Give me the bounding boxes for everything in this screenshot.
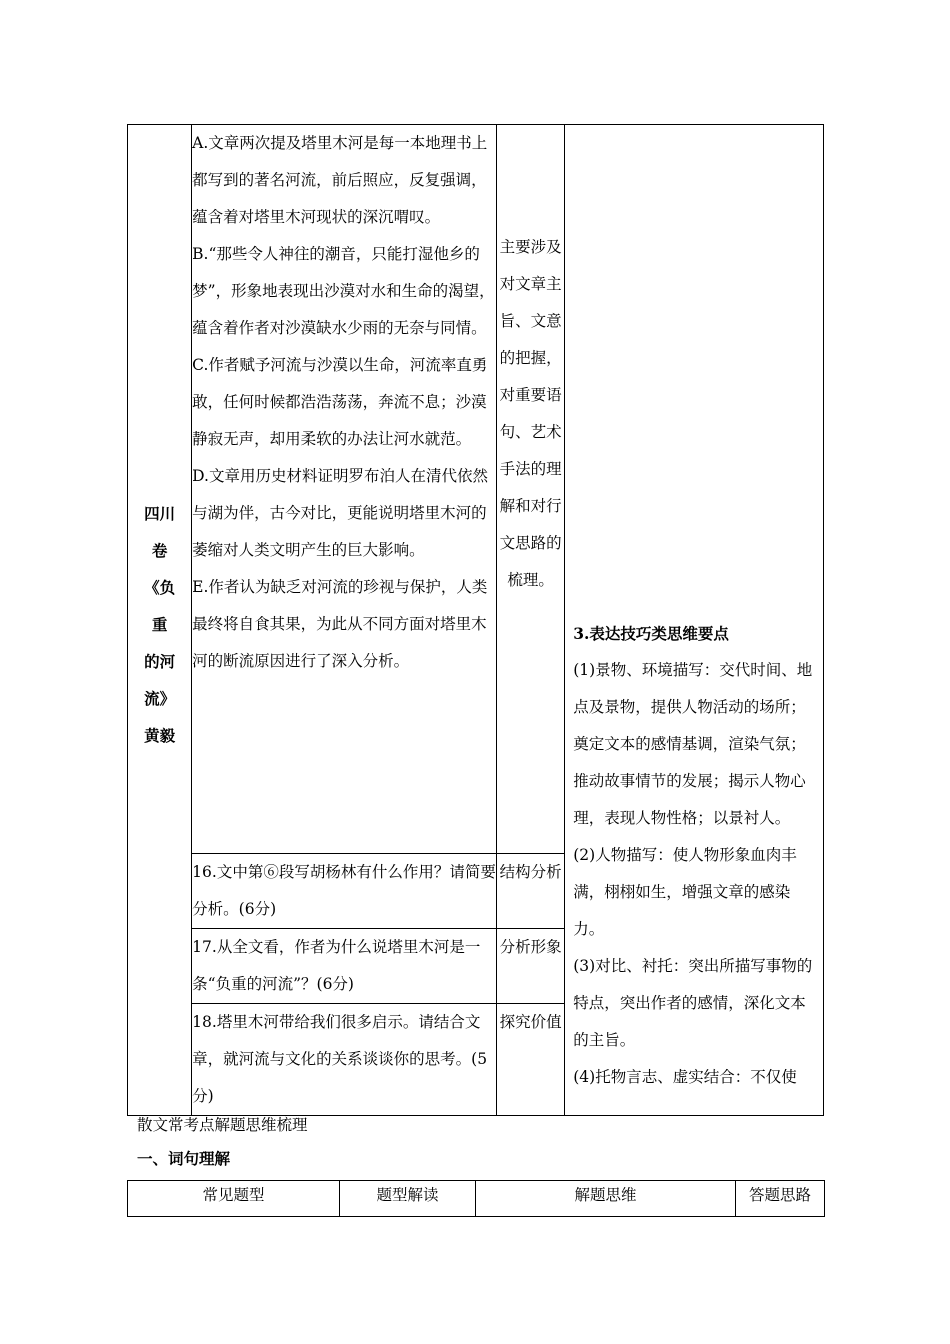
table-row — [128, 125, 824, 854]
question-18-type: 探究价值 — [497, 1004, 565, 1116]
thinking-item: (3)对比、衬托：突出所描写事物的特点，突出作者的感情，深化文本的主旨。 — [573, 957, 813, 1049]
question-options-cell — [192, 125, 497, 854]
option-c: C.作者赋予河流与沙漠以生命，河流率直勇敢，任何时候都浩浩荡荡，奔流不息；沙漠静寂无声，却用柔软的办法让河水就范。 — [192, 356, 488, 448]
section-title: 散文常考点解题思维梳理 — [137, 1116, 308, 1134]
question-type-text: 主要涉及对文章主旨、文意的把握，对重要语句、艺术手法的理解和对行文思路的梳理。 — [499, 238, 562, 589]
thinking-cell — [565, 125, 824, 1116]
table-header-row — [128, 1181, 825, 1217]
thinking-item: (1)景物、环境描写：交代时间、地点及景物，提供人物活动的场所；奠定文本的感情基调，渲染气氛；推动故事情节的发展；揭示人物心理，表现人物性格；以景衬人。 — [573, 661, 813, 827]
question-16: 16.文中第⑥段写胡杨林有什么作用？请简要分析。(6分) — [192, 854, 497, 929]
question-17: 17.从全文看，作者为什么说塔里木河是一条“负重的河流”？(6分) — [192, 929, 497, 1004]
word-sentence-table — [127, 1180, 825, 1217]
option-e: E.作者认为缺乏对河流的珍视与保护，人类最终将自食其果，为此从不同方面对塔里木河的断流原因进行了深入分析。 — [192, 578, 488, 670]
thinking-points — [573, 615, 815, 1096]
option-d: D.文章用历史材料证明罗布泊人在清代依然与湖为伴，古今对比，更能说明塔里木河的萎缩对人类文明产生的巨大影响。 — [192, 467, 488, 559]
source-label: 四川 卷 《负 重 的河 流》 黄毅 — [144, 504, 176, 745]
header-type-reading: 题型解读 — [340, 1181, 476, 1217]
thinking-item: (2)人物描写：使人物形象血肉丰满，栩栩如生，增强文章的感染力。 — [573, 846, 797, 938]
option-a: A.文章两次提及塔里木河是每一本地理书上都写到的著名河流，前后照应，反复强调，蕴含着对塔里木河现状的深沉喟叹。 — [192, 134, 488, 226]
header-solving-thinking: 解题思维 — [476, 1181, 736, 1217]
question-16-type: 结构分析 — [497, 854, 565, 929]
header-common-types: 常见题型 — [128, 1181, 340, 1217]
question-18: 18.塔里木河带给我们很多启示。请结合文章，就河流与文化的关系谈谈你的思考。(5分) — [192, 1004, 497, 1116]
question-17-type: 分析形象 — [497, 929, 565, 1004]
subsection-title: 一、词句理解 — [137, 1149, 231, 1168]
thinking-item: (4)托物言志、虚实结合：不仅使 — [573, 1068, 797, 1086]
option-b: B.“那些令人神往的潮音，只能打湿他乡的梦”，形象地表现出沙漠对水和生命的渴望，蕴含着作者对沙漠缺水少雨的无奈与同情。 — [192, 245, 495, 337]
exam-analysis-table — [127, 124, 824, 1116]
question-type-cell — [497, 125, 565, 854]
thinking-title: 3.表达技巧类思维要点 — [573, 624, 729, 643]
source-cell — [128, 125, 192, 1116]
header-answer-approach: 答题思路 — [736, 1181, 825, 1217]
